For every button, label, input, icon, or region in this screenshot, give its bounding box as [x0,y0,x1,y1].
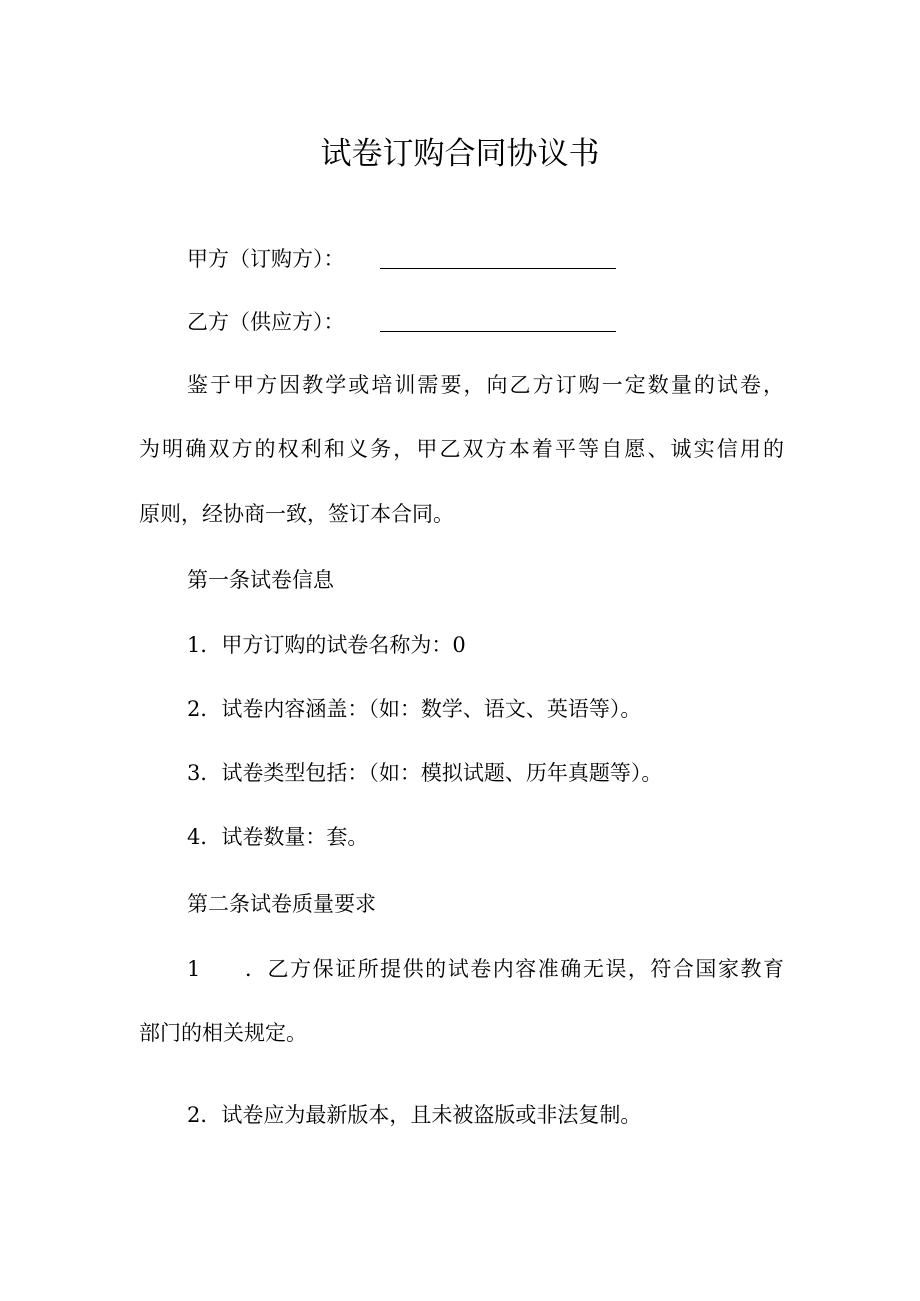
article-2-item-1-line-1: ．乙方保证所提供的试卷内容准确无误，符合国家教育 [245,957,784,981]
article-2-item-2: 2．试卷应为最新版本，且未被盗版或非法复制。 [187,1103,642,1127]
party-b-blank-line [380,331,616,332]
party-a-label: 甲方（订购方）： [187,247,345,271]
article-1-item-3: 3．试卷类型包括：（如：模拟试题、历年真题等）。 [187,761,663,785]
article-1-item-4: 4．试卷数量：套。 [187,825,369,849]
document-title: 试卷订购合同协议书 [320,136,600,172]
article-2-heading: 第二条试卷质量要求 [187,892,376,916]
party-a-blank-line [380,268,616,269]
intro-line-1: 鉴于甲方因教学或培训需要，向乙方订购一定数量的试卷， [187,373,784,397]
article-1-item-2: 2．试卷内容涵盖：（如：数学、语文、英语等）。 [187,697,642,721]
intro-line-3: 原则，经协商一致，签订本合同。 [139,502,454,526]
party-b-label: 乙方（供应方）： [187,310,345,334]
article-1-heading: 第一条试卷信息 [187,568,334,592]
article-2-item-1-line-2: 部门的相关规定。 [139,1021,307,1045]
intro-line-2: 为明确双方的权利和义务，甲乙双方本着平等自愿、诚实信用的 [139,437,784,461]
article-1-item-1: 1．甲方订购的试卷名称为：0 [187,633,466,657]
article-2-item-1-number: 1 [187,957,201,981]
